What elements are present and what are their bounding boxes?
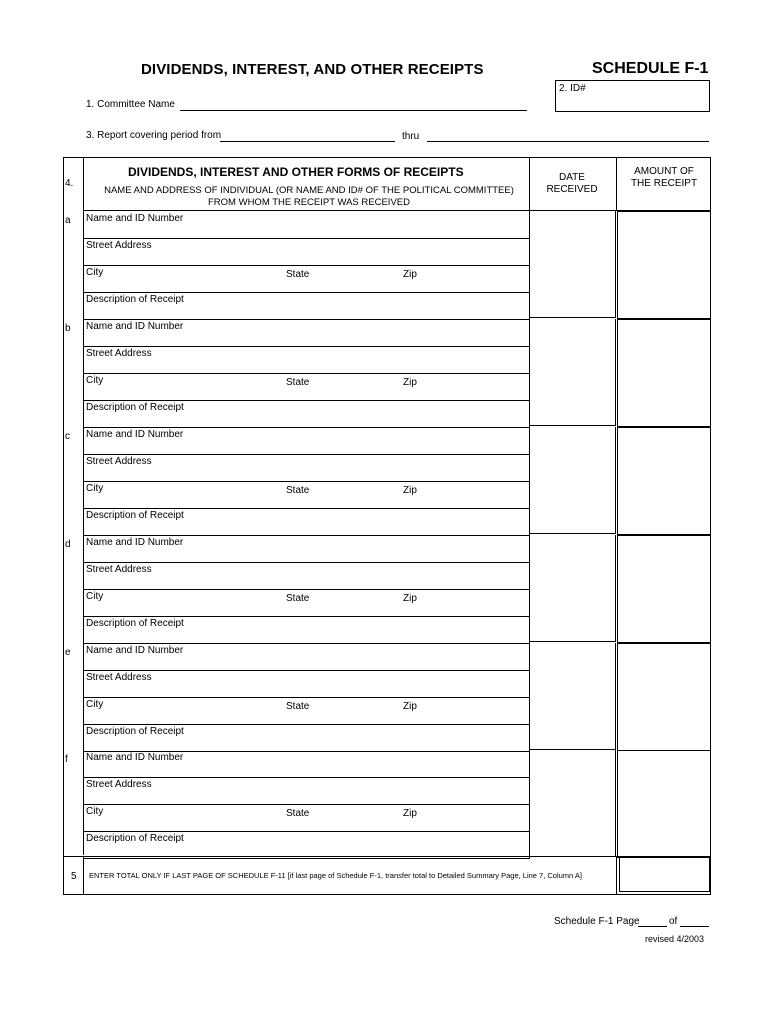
state-label: State [286,269,310,280]
page-label: Schedule F-1 Page [554,916,640,927]
street-address-label: Street Address [86,240,152,251]
street-address-label: Street Address [86,348,152,359]
state-label: State [286,377,310,388]
street-address-field[interactable] [84,238,530,266]
state-label: State [286,808,310,819]
schedule-label: SCHEDULE F-1 [592,60,709,77]
name-id-field[interactable] [84,643,530,671]
city-state-zip-field[interactable] [84,373,530,401]
receipts-table [63,157,711,895]
column-divider [616,158,617,211]
zip-label: Zip [403,377,417,388]
city-label: City [86,591,104,602]
street-address-label: Street Address [86,564,152,575]
zip-label: Zip [403,593,417,604]
description-field[interactable] [84,292,530,320]
amount-field[interactable] [617,211,711,319]
zip-label: Zip [403,485,417,496]
amount-field[interactable] [617,427,711,535]
entry-letter: e [65,647,71,658]
of-label: of [669,916,678,927]
description-field[interactable] [84,724,530,752]
city-label: City [86,267,104,278]
receipt-entry-c [64,427,710,535]
period-label: 3. Report covering period from [86,130,222,141]
name-id-field[interactable] [84,427,530,455]
date-received-field[interactable] [529,535,616,642]
period-from-field[interactable] [220,141,395,142]
description-label: Description of Receipt [86,402,184,413]
column-divider [529,158,530,211]
state-label: State [286,485,310,496]
amount-field[interactable] [617,535,711,643]
name-id-label: Name and ID Number [86,645,184,656]
street-address-label: Street Address [86,456,152,467]
name-id-field[interactable] [84,319,530,347]
name-id-label: Name and ID Number [86,537,184,548]
thru-label: thru [402,131,420,142]
date-received-field[interactable] [529,211,616,318]
street-address-field[interactable] [84,454,530,482]
receipt-entry-a [64,211,710,319]
total-amount-field[interactable] [619,856,710,892]
state-label: State [286,593,310,604]
column-divider [83,856,84,894]
receipt-entry-f [64,750,710,858]
item-number: 4. [65,178,74,189]
name-id-label: Name and ID Number [86,213,184,224]
city-state-zip-field[interactable] [84,265,530,293]
zip-label: Zip [403,269,417,280]
name-id-label: Name and ID Number [86,321,184,332]
city-label: City [86,375,104,386]
date-header: DATE RECEIVED [546,172,598,195]
street-address-field[interactable] [84,777,530,805]
street-address-field[interactable] [84,670,530,698]
id-label: 2. ID# [559,83,586,94]
city-state-zip-field[interactable] [84,697,530,725]
description-field[interactable] [84,508,530,536]
id-field[interactable] [555,80,710,112]
name-id-label: Name and ID Number [86,752,184,763]
name-id-field[interactable] [84,535,530,563]
receipt-entry-e [64,643,710,751]
description-label: Description of Receipt [86,833,184,844]
amount-header: AMOUNT OF THE RECEIPT [630,166,698,189]
amount-field[interactable] [617,750,711,858]
table-heading: DIVIDENDS, INTEREST AND OTHER FORMS OF RECEIPTS [128,165,464,179]
form-title: DIVIDENDS, INTEREST, AND OTHER RECEIPTS [141,61,484,78]
city-label: City [86,806,104,817]
page-total-field[interactable] [680,926,709,927]
receipt-entry-b [64,319,710,427]
amount-field[interactable] [617,319,711,427]
period-thru-field[interactable] [427,141,709,142]
street-address-field[interactable] [84,346,530,374]
street-address-label: Street Address [86,672,152,683]
description-label: Description of Receipt [86,618,184,629]
city-label: City [86,483,104,494]
date-received-field[interactable] [529,427,616,534]
column-divider [616,856,617,894]
total-divider [64,856,710,857]
description-field[interactable] [84,831,530,859]
entry-letter: f [65,754,68,765]
page-number-field[interactable] [638,926,667,927]
committee-name-label: 1. Committee Name [86,99,175,110]
receipt-entry-d [64,535,710,643]
total-number: 5 [71,871,77,882]
state-label: State [286,701,310,712]
entry-letter: a [65,215,71,226]
city-label: City [86,699,104,710]
name-id-field[interactable] [84,211,530,239]
city-state-zip-field[interactable] [84,804,530,832]
name-id-field[interactable] [84,750,530,778]
entry-letter: d [65,539,71,550]
entry-letter: c [65,431,70,442]
total-instruction: ENTER TOTAL ONLY IF LAST PAGE OF SCHEDULE F-11 [if last page of Schedule F-1, transfer total to Detailed Summary Page, Line 7, Column A] [89,871,582,880]
description-label: Description of Receipt [86,726,184,737]
entry-letter: b [65,323,71,334]
city-state-zip-field[interactable] [84,589,530,617]
zip-label: Zip [403,701,417,712]
description-field[interactable] [84,616,530,644]
date-received-field[interactable] [529,643,616,750]
date-received-field[interactable] [529,750,616,857]
committee-name-field[interactable] [180,110,527,111]
description-label: Description of Receipt [86,510,184,521]
amount-field[interactable] [617,643,711,751]
table-subheading: NAME AND ADDRESS OF INDIVIDUAL (OR NAME AND ID# OF THE POLITICAL COMMITTEE) FROM WHOM THE RECEIPT WAS RECEIVED [104,185,514,208]
street-address-field[interactable] [84,562,530,590]
date-received-field[interactable] [529,319,616,426]
zip-label: Zip [403,808,417,819]
description-field[interactable] [84,400,530,428]
city-state-zip-field[interactable] [84,481,530,509]
street-address-label: Street Address [86,779,152,790]
description-label: Description of Receipt [86,294,184,305]
revision-date: revised 4/2003 [645,934,705,944]
name-id-label: Name and ID Number [86,429,184,440]
